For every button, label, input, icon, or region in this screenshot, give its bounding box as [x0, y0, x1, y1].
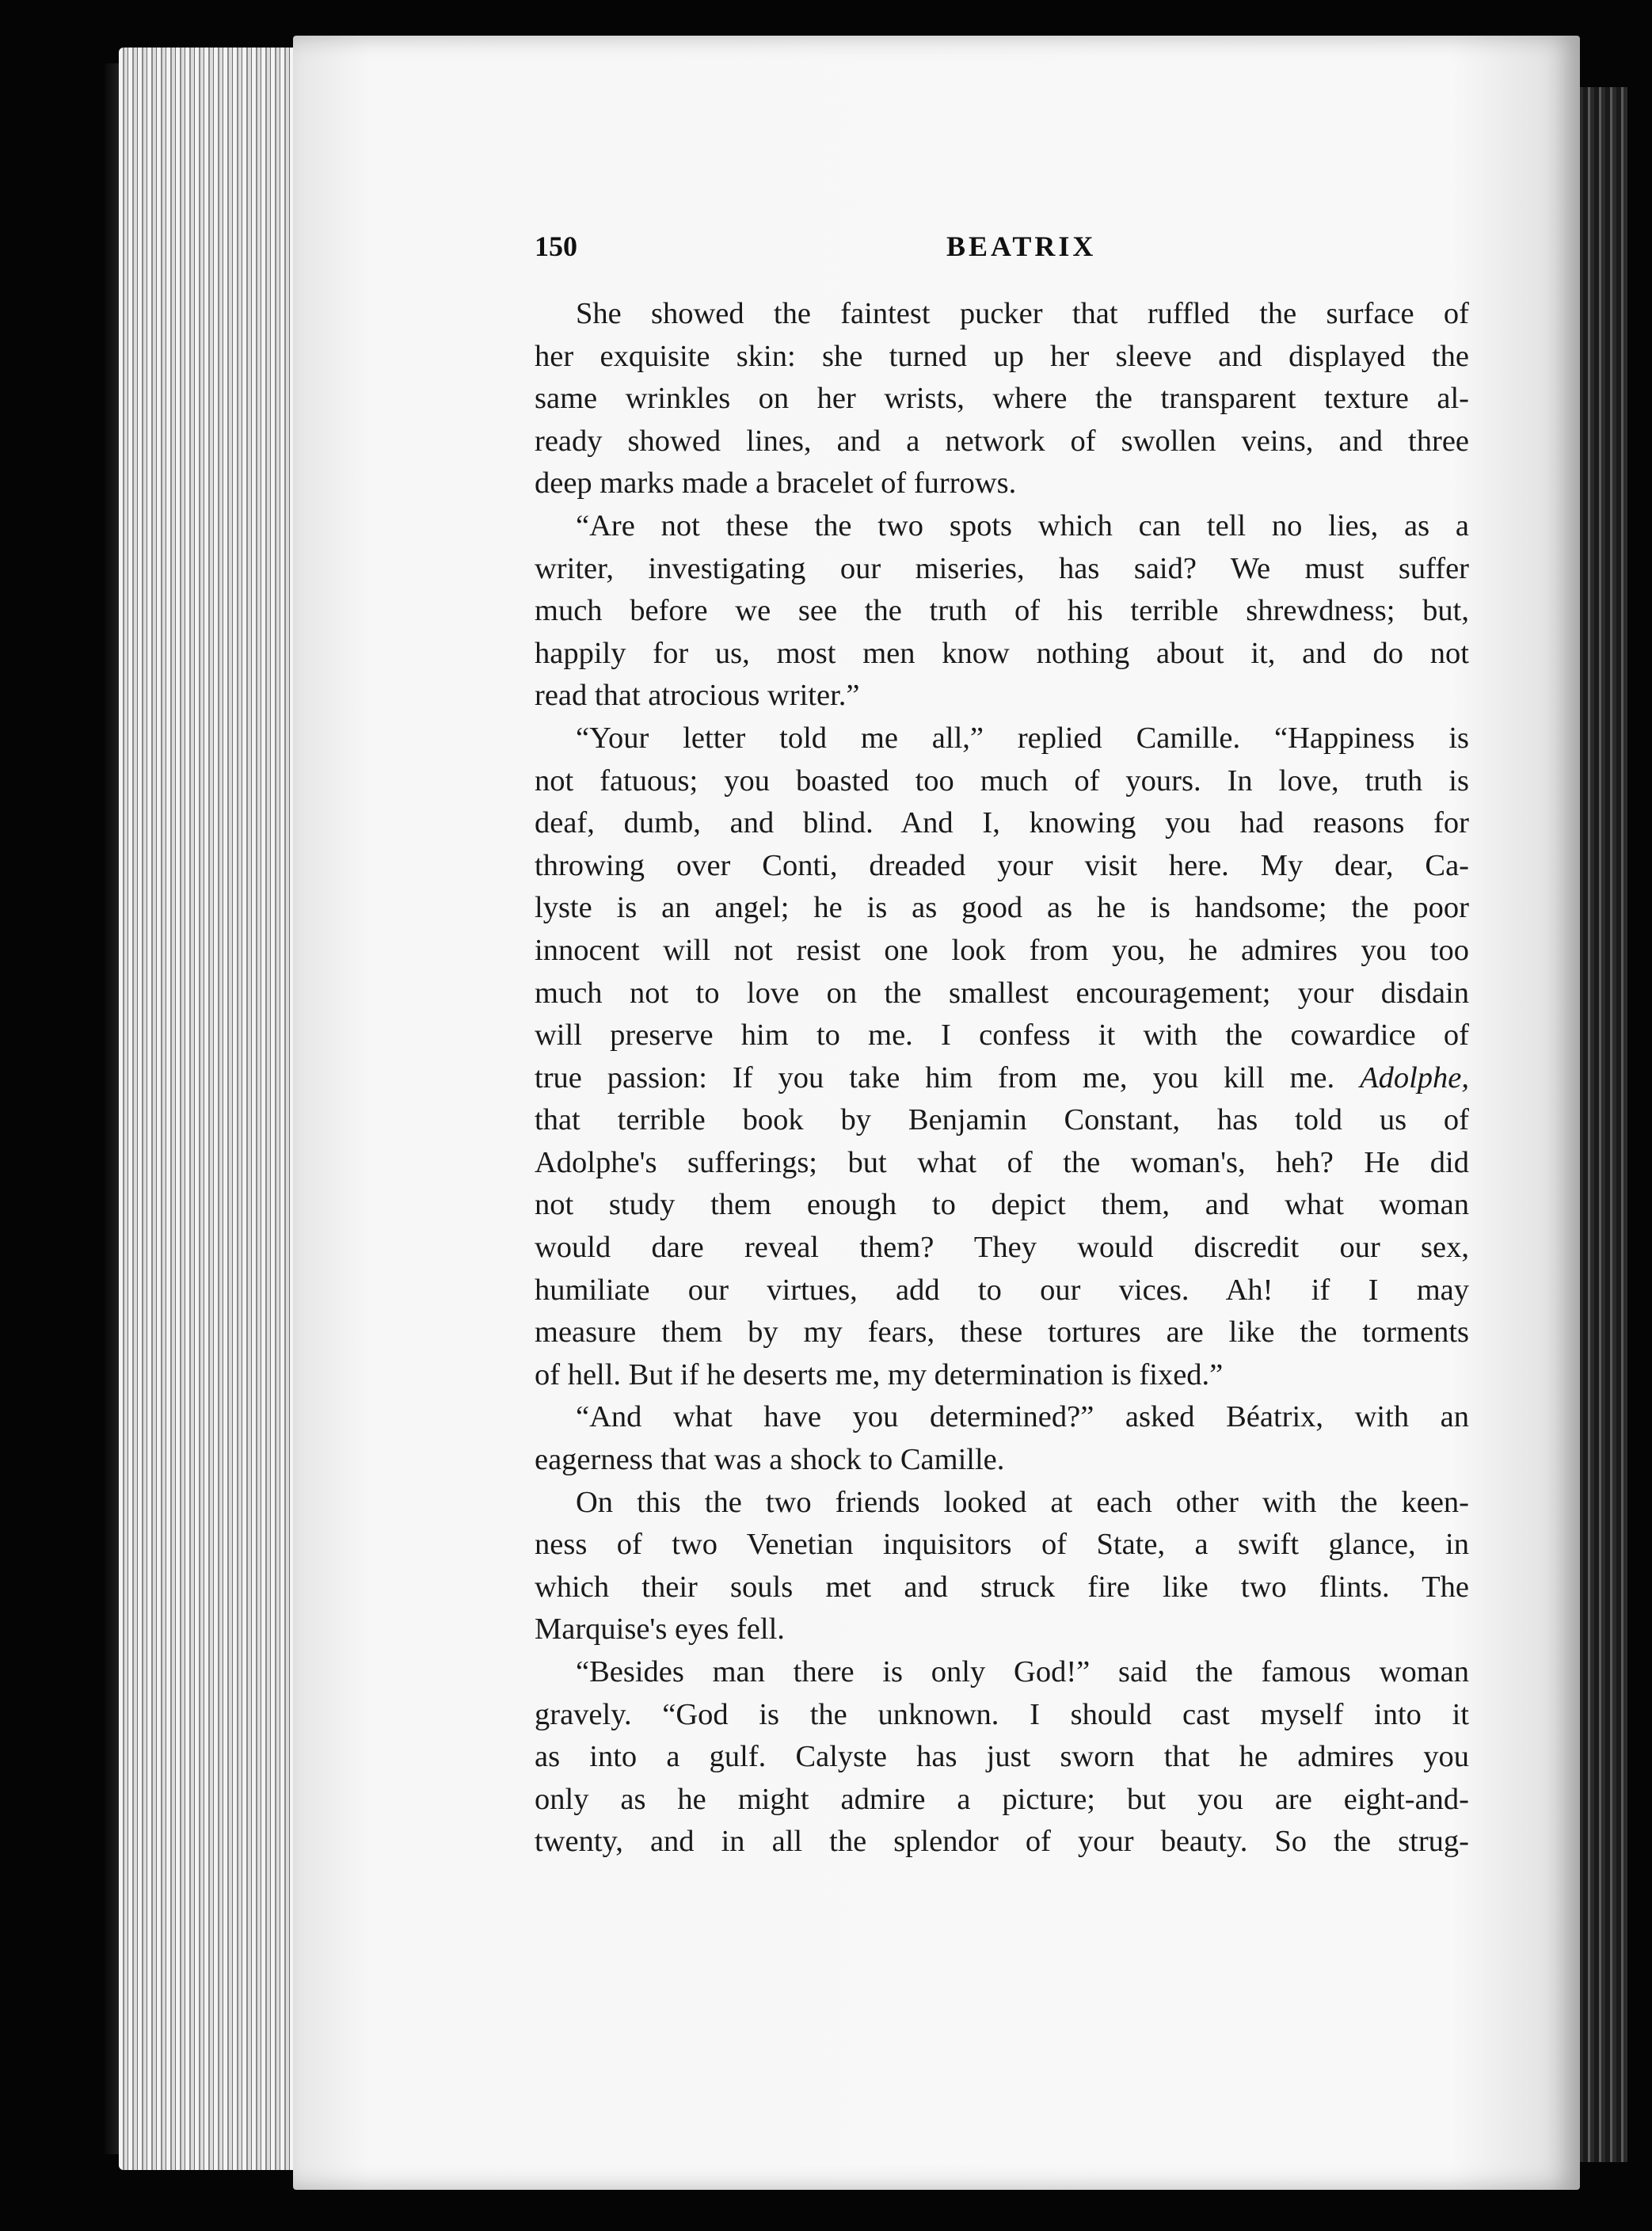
text-line [535, 1396, 1469, 1439]
italic-title: Adolphe, [1360, 1060, 1470, 1095]
text-line [535, 1821, 1469, 1864]
text-line [535, 1567, 1469, 1609]
page-number: 150 [535, 230, 577, 262]
text-line-content: same wrinkles on her wrists, where the transparent texture al- [535, 382, 1469, 416]
text-line [535, 845, 1469, 888]
running-head [535, 230, 1497, 269]
text-line-content: true passion: If you take him from me, you kill me. [535, 1060, 1335, 1095]
text-line [535, 887, 1469, 930]
text-line-content: gravely. “God is the unknown. I should cast myself into it [535, 1697, 1469, 1731]
text-line [535, 1227, 1469, 1270]
text-line-content: She showed the faintest pucker that ruffled the surface of [576, 297, 1469, 330]
text-line-content: ness of two Venetian inquisitors of State, a swift glance, in [535, 1528, 1469, 1562]
text-line [535, 1482, 1469, 1525]
text-line [535, 1524, 1469, 1567]
text-line-content: twenty, and in all the splendor of your beauty. So the strug- [535, 1825, 1469, 1859]
text-line-content: measure them by my fears, these tortures are like the torments [535, 1315, 1469, 1350]
text-line-content: not study them enough to depict them, and what woman [535, 1188, 1469, 1222]
text-line-content: will preserve him to me. I confess it with the cowardice of [535, 1018, 1469, 1053]
text-line [535, 1779, 1469, 1822]
text-line [535, 675, 1469, 718]
text-line [535, 1439, 1469, 1482]
body-text [535, 293, 1469, 1864]
text-line [535, 1609, 1469, 1651]
text-line [535, 718, 1469, 760]
text-line-content: as into a gulf. Calyste has just sworn that he admires you [535, 1740, 1469, 1774]
text-line-content: deep marks made a bracelet of furrows. [535, 466, 1017, 501]
text-line [535, 1651, 1469, 1694]
text-line [535, 1099, 1469, 1142]
text-line-content: deaf, dumb, and blind. And I, knowing you had reasons for [535, 806, 1469, 840]
text-line-content: “And what have you determined?” asked Béatrix, with an [576, 1400, 1469, 1434]
text-line-content: only as he might admire a picture; but you are eight-and- [535, 1782, 1469, 1816]
text-line [535, 760, 1469, 803]
text-line-content: lyste is an angel; he is as good as he is handsome; the poor [535, 891, 1469, 925]
text-line-content: “Your letter told me all,” replied Camille. “Happiness is [576, 721, 1469, 755]
text-line [535, 336, 1469, 379]
text-line [535, 930, 1469, 973]
text-line [535, 1057, 1469, 1100]
text-line [535, 1184, 1469, 1227]
text-line-content: that terrible book by Benjamin Constant, has told us of [535, 1103, 1469, 1137]
text-line [535, 973, 1469, 1015]
page-edges-left [119, 48, 309, 2170]
text-line-content: “Are not these the two spots which can tell no lies, as a [576, 508, 1469, 543]
text-line [535, 1736, 1469, 1779]
text-line-content: innocent will not resist one look from you, he admires you too [535, 933, 1469, 967]
page-edges-right [1572, 87, 1627, 2162]
text-line [535, 1142, 1469, 1185]
text-line [535, 378, 1469, 421]
text-line-content: ready showed lines, and a network of swollen veins, and three [535, 424, 1469, 458]
text-line-content: writer, investigating our miseries, has said? We must suffer [535, 551, 1469, 585]
text-line [535, 1015, 1469, 1057]
text-line-content: happily for us, most men know nothing about it, and do not [535, 636, 1469, 670]
text-line-content: much not to love on the smallest encouragement; your disdain [535, 976, 1469, 1010]
text-line-content: would dare reveal them? They would discredit our sex, [535, 1231, 1469, 1265]
text-line [535, 548, 1469, 591]
book-title: BEATRIX [946, 230, 1097, 262]
text-line [535, 505, 1469, 548]
text-line-content: read that atrocious writer.” [535, 679, 860, 713]
text-line [535, 293, 1469, 336]
text-line-content: of hell. But if he deserts me, my determination is fixed.” [535, 1357, 1224, 1392]
text-line-content: Marquise's eyes fell. [535, 1612, 785, 1647]
text-line-content: Adolphe's sufferings; but what of the woman's, heh? He did [535, 1145, 1469, 1179]
text-line-content: which their souls met and struck fire like two flints. The [535, 1570, 1469, 1604]
text-line-content: humiliate our virtues, add to our vices. Ah! if I may [535, 1273, 1469, 1307]
text-line [535, 802, 1469, 845]
text-line [535, 1354, 1469, 1397]
text-line [535, 1694, 1469, 1737]
text-line [535, 463, 1469, 505]
text-line-content: eagerness that was a shock to Camille. [535, 1443, 1005, 1477]
text-line [535, 421, 1469, 463]
text-line [535, 633, 1469, 676]
text-line [535, 590, 1469, 633]
text-line [535, 1312, 1469, 1354]
text-line-content: much before we see the truth of his terrible shrewdness; but, [535, 594, 1469, 628]
text-line-content: her exquisite skin: she turned up her sleeve and displayed the [535, 339, 1469, 373]
text-line-content: On this the two friends looked at each other with the keen- [576, 1485, 1469, 1519]
text-line-content: “Besides man there is only God!” said the famous woman [576, 1655, 1469, 1688]
text-line-content: not fatuous; you boasted too much of yours. In love, truth is [535, 763, 1469, 798]
text-line-content: throwing over Conti, dreaded your visit here. My dear, Ca- [535, 848, 1469, 882]
text-line [535, 1270, 1469, 1312]
